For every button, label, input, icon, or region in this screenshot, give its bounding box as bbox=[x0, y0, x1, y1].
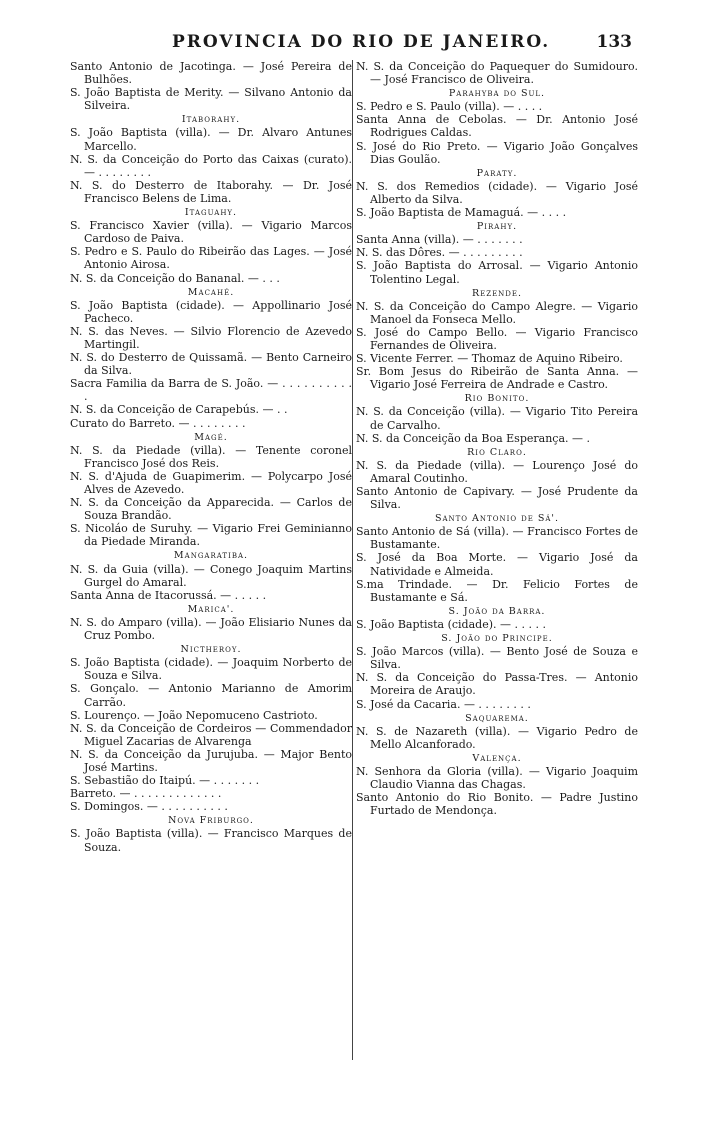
parish-entry: S.ma Trindade. — Dr. Felicio Fortes de Bustamante e Sá. bbox=[356, 577, 638, 604]
parish-entry: Santo Antonio de Jacotinga. — José Pereira de Bulhões. bbox=[70, 60, 352, 87]
parish-entry: S. João Baptista (villa). — Dr. Alvaro Antunes Marcello. bbox=[70, 126, 352, 153]
parish-entry: N. Senhora da Gloria (villa). — Vigario Joaquim Claudio Vianna das Chagas. bbox=[356, 764, 638, 792]
parish-entry: Santo Antonio do Rio Bonito. — Padre Justino Furtado de Mendonça. bbox=[356, 791, 638, 818]
parish-entry: S. Lourenço. — João Nepomuceno Castrioto. bbox=[70, 708, 318, 722]
parish-entry: Sr. Bom Jesus do Ribeirão de Santa Anna. — Vigario José Ferreira de Andrade e Castro. bbox=[356, 365, 638, 392]
parish-entry: N. S. da Conceição do Bananal. — . . . bbox=[70, 271, 280, 285]
section-heading: Parahyba do Sul. bbox=[448, 88, 546, 100]
parish-entry: S. Domingos. — . . . . . . . . . . bbox=[70, 800, 228, 814]
parish-entry: N. S. das Dôres. — . . . . . . . . . bbox=[356, 246, 523, 260]
section-heading: Nova Friburgo. bbox=[168, 815, 254, 827]
parish-entry: S. Francisco Xavier (villa). — Vigario Marcos Cardoso de Paiva. bbox=[70, 219, 352, 246]
parish-entry: N. S. da Conceição do Paquequer do Sumidouro. — José Francisco de Oliveira. bbox=[356, 60, 638, 87]
parish-entry: S. Vicente Ferrer. — Thomaz de Aquino Ribeiro. bbox=[356, 352, 623, 366]
parish-entry: S. Gonçalo. — Antonio Marianno de Amorim Carrão. bbox=[70, 682, 352, 709]
section-heading: Pirahy. bbox=[476, 221, 518, 233]
parish-entry: N. S. da Conceição de Cordeiros — Commendador Miguel Zacarias de Alvarenga bbox=[70, 721, 352, 748]
parish-entry: S. Nicoláo de Suruhy. — Vigario Frei Geminianno da Piedade Miranda. bbox=[70, 522, 352, 549]
parish-entry: Santa Anna de Cebolas. — Dr. Antonio José Rodrigues Caldas. bbox=[356, 113, 638, 140]
page-header bbox=[72, 32, 632, 58]
page-title: PROVINCIA DO RIO DE JANEIRO. bbox=[172, 32, 551, 52]
parish-entry: N. S. da Conceição do Porto das Caixas (curato). — . . . . . . . . bbox=[70, 152, 352, 179]
parish-entry: N. S. da Piedade (villa). — Lourenço José do Amaral Coutinho. bbox=[356, 458, 638, 485]
parish-entry: Curato do Barreto. — . . . . . . . . bbox=[70, 416, 246, 430]
section-heading: Magé. bbox=[194, 431, 228, 443]
parish-entry: N. S. da Conceição da Boa Esperança. — . bbox=[356, 431, 590, 445]
section-heading: Itaborahy. bbox=[181, 114, 241, 126]
parish-entry: N. S. da Conceição da Jurujuba. — Major Bento José Martins. bbox=[70, 747, 352, 774]
right-column bbox=[356, 60, 638, 817]
parish-entry: Santa Anna de Itacorussá. — . . . . . bbox=[70, 588, 267, 602]
parish-entry: S. José da Cacaria. — . . . . . . . . bbox=[356, 697, 531, 711]
left-column bbox=[70, 60, 352, 854]
parish-entry: Santo Antonio de Sá (villa). — Francisco Fortes de Bustamante. bbox=[356, 525, 638, 552]
parish-entry: S. José da Boa Morte. — Vigario José da Natividade e Almeida. bbox=[356, 551, 638, 578]
parish-entry: Santa Anna (villa). — . . . . . . . bbox=[356, 233, 523, 247]
section-heading: Rio Claro. bbox=[467, 446, 527, 458]
parish-entry: Sacra Familia da Barra de S. João. — . . . . . . . . . . . bbox=[70, 377, 352, 404]
parish-entry: N. S. dos Remedios (cidade). — Vigario José Alberto da Silva. bbox=[356, 179, 638, 206]
parish-entry: S. João Baptista do Arrosal. — Vigario Antonio Tolentino Legal. bbox=[356, 259, 638, 286]
parish-entry: N. S. de Nazareth (villa). — Vigario Pedro de Mello Alcanforado. bbox=[356, 724, 638, 751]
parish-entry: S. Pedro e S. Paulo do Ribeirão das Lages. — José Antonio Airosa. bbox=[70, 245, 352, 272]
parish-entry: S. João Baptista (cidade). — Appollinario José Pacheco. bbox=[70, 298, 352, 325]
parish-entry: N. S. d'Ajuda de Guapimerim. — Polycarpo José Alves de Azevedo. bbox=[70, 469, 352, 496]
parish-entry: S. José do Rio Preto. — Vigario João Gonçalves Dias Goulão. bbox=[356, 139, 638, 166]
section-heading: Nictheroy. bbox=[180, 644, 242, 656]
section-heading: Valença. bbox=[472, 752, 522, 764]
parish-entry: N. S. do Amparo (villa). — João Elisiario Nunes da Cruz Pombo. bbox=[70, 615, 352, 643]
parish-entry: N. S. do Desterro de Quissamã. — Bento Carneiro da Silva. bbox=[70, 351, 352, 378]
parish-entry: N. S. da Conceição (villa). — Vigario Tito Pereira de Carvalho. bbox=[356, 405, 638, 432]
parish-entry: N. S. da Conceição do Campo Alegre. — Vigario Manoel da Fonseca Mello. bbox=[356, 299, 638, 326]
section-heading: Marica'. bbox=[187, 603, 235, 615]
parish-entry: S. João Baptista (cidade). — . . . . . bbox=[356, 617, 546, 631]
parish-entry: N. S. da Conceição do Passa-Tres. — Antonio Moreira de Araujo. bbox=[356, 671, 638, 698]
section-heading: Rio Bonito. bbox=[464, 393, 530, 405]
parish-entry: N. S. da Piedade (villa). — Tenente coronel Francisco José dos Reis. bbox=[70, 443, 352, 470]
page-number: 133 bbox=[596, 32, 632, 52]
parish-entry: Barreto. — . . . . . . . . . . . . . bbox=[70, 787, 222, 801]
section-heading: Itaguahy. bbox=[184, 207, 238, 219]
column-divider bbox=[352, 60, 353, 1060]
parish-entry: S. José do Campo Bello. — Vigario Francisco Fernandes de Oliveira. bbox=[356, 325, 638, 352]
parish-entry: N. S. das Neves. — Silvio Florencio de Azevedo Martingil. bbox=[70, 324, 352, 351]
parish-entry: N. S. da Conceição da Apparecida. — Carlos de Souza Brandão. bbox=[70, 496, 352, 523]
parish-entry: S. Sebastião do Itaipú. — . . . . . . . bbox=[70, 774, 260, 788]
parish-entry: Santo Antonio de Capivary. — José Prudente da Silva. bbox=[356, 485, 638, 512]
parish-entry: S. Pedro e S. Paulo (villa). — . . . . bbox=[356, 100, 543, 114]
parish-entry: N. S. do Desterro de Itaborahy. — Dr. José Francisco Belens de Lima. bbox=[70, 178, 352, 205]
section-heading: Mangaratiba. bbox=[173, 550, 249, 562]
parish-entry: S. João Baptista de Merity. — Silvano Antonio da Silveira. bbox=[70, 86, 352, 113]
section-heading: Santo Antonio de Sá'. bbox=[434, 513, 560, 525]
section-heading: Macahé. bbox=[187, 286, 235, 298]
parish-entry: N. S. da Guia (villa). — Conego Joaquim Martins Gurgel do Amaral. bbox=[70, 562, 352, 589]
section-heading: Saquarema. bbox=[465, 712, 529, 724]
parish-entry: S. João Baptista (villa). — Francisco Marques de Souza. bbox=[70, 827, 352, 854]
section-heading: Rezende. bbox=[471, 287, 523, 299]
parish-entry: S. João Marcos (villa). — Bento José de Souza e Silva. bbox=[356, 645, 638, 672]
parish-entry: S. João Baptista (cidade). — Joaquim Norberto de Souza e Silva. bbox=[70, 656, 352, 683]
section-heading: S. João da Barra. bbox=[448, 605, 546, 617]
parish-entry: S. João Baptista de Mamaguá. — . . . . bbox=[356, 206, 567, 220]
section-heading: Paraty. bbox=[476, 167, 518, 179]
parish-entry: N. S. da Conceição de Carapebús. — . . bbox=[70, 403, 288, 417]
section-heading: S. João do Principe. bbox=[441, 633, 553, 645]
